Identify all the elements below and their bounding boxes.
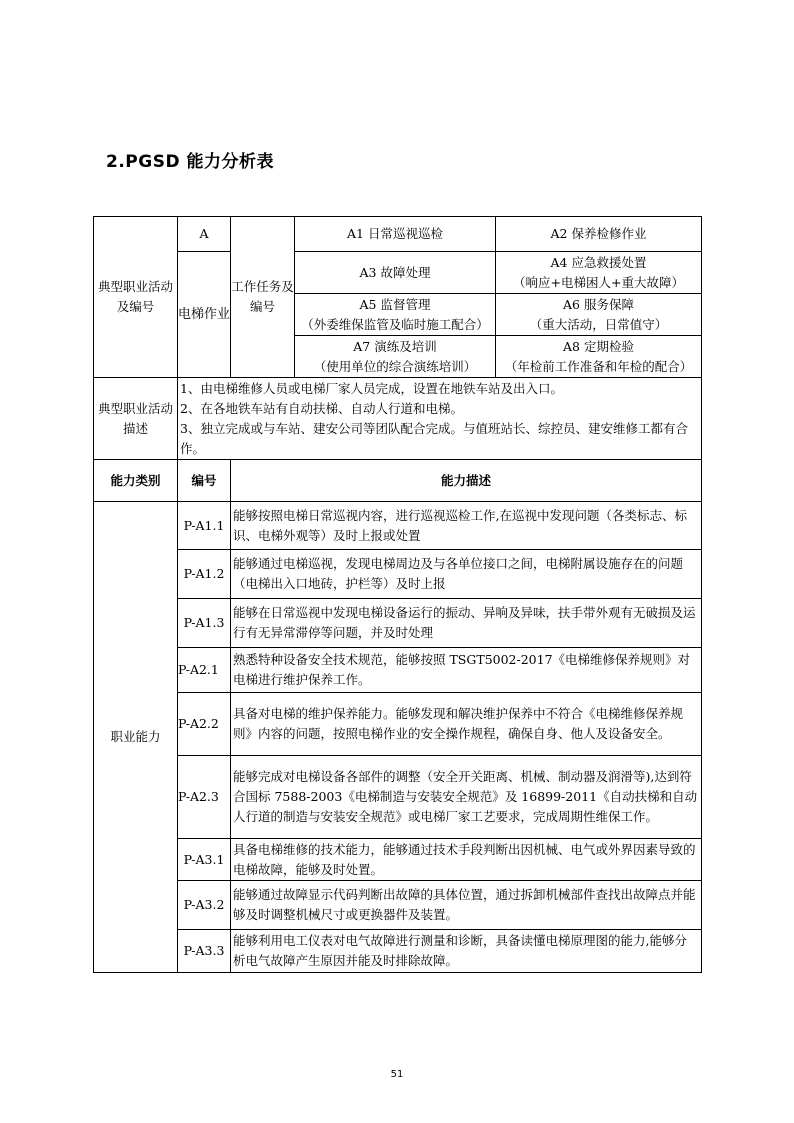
ability-code: P-A2.1 xyxy=(178,648,231,693)
task-cell xyxy=(295,252,496,294)
task-title: A8 定期检验 xyxy=(563,338,634,354)
ability-code: P-A2.3 xyxy=(178,756,231,839)
task-cell xyxy=(496,217,702,252)
description-cell xyxy=(178,378,702,460)
ability-code: P-A1.1 xyxy=(178,502,231,550)
ability-category: 职业能力 xyxy=(94,502,178,973)
task-title: A1 日常巡视巡检 xyxy=(347,226,443,241)
header-code: 编号 xyxy=(178,460,231,502)
ability-code: P-A2.2 xyxy=(178,693,231,756)
ability-code: P-A3.2 xyxy=(178,881,231,930)
ability-description: 熟悉特种设备安全技术规范，能够按照 TSGT5002-2017《电梯维修保养规则》对电梯进行维护保养工作。 xyxy=(231,648,702,693)
ability-description: 能够在日常巡视中发现电梯设备运行的振动、异响及异味，扶手带外观有无破损及运行有无异常滞停等问题，并及时处理 xyxy=(231,599,702,648)
capability-analysis-table xyxy=(93,216,702,973)
task-subtitle: （响应+电梯困人+重大故障） xyxy=(513,274,684,290)
description-line: 1、由电梯维修人员或电梯厂家人员完成，设置在地铁车站及出入口。 xyxy=(180,380,563,396)
activity-row-label: 典型职业活动及编号 xyxy=(94,217,178,378)
task-title: A6 服务保障 xyxy=(563,296,634,312)
ability-code: P-A3.3 xyxy=(178,930,231,973)
page-title: 2.PGSD 能力分析表 xyxy=(106,152,274,172)
description-line: 2、在各地铁车站有自动扶梯、自动人行道和电梯。 xyxy=(180,400,463,416)
task-cell xyxy=(295,217,496,252)
ability-description: 能够通过故障显示代码判断出故障的具体位置，通过拆卸机械部件查找出故障点并能够及时调整机械尺寸或更换器件及装置。 xyxy=(231,881,702,930)
task-cell xyxy=(496,336,702,378)
task-title: A2 保养检修作业 xyxy=(550,226,647,241)
activity-code: A xyxy=(178,217,231,252)
task-label: 工作任务及编号 xyxy=(231,217,295,378)
description-row-label: 典型职业活动描述 xyxy=(94,378,178,460)
task-cell xyxy=(496,252,702,294)
description-line: 3、独立完成或与车站、建安公司等团队配合完成。与值班站长、综控员、建安维修工都有合作。 xyxy=(180,420,688,456)
task-title: A5 监督管理 xyxy=(359,296,431,312)
header-category: 能力类别 xyxy=(94,460,178,502)
ability-code: P-A1.3 xyxy=(178,599,231,648)
task-cell xyxy=(295,336,496,378)
ability-description: 能够按照电梯日常巡视内容，进行巡视巡检工作,在巡视中发现问题（各类标志、标识、电梯外观等）及时上报或处置 xyxy=(231,502,702,550)
task-cell xyxy=(496,294,702,336)
ability-code: P-A3.1 xyxy=(178,839,231,881)
task-title: A3 故障处理 xyxy=(359,264,431,280)
task-subtitle: （年检前工作准备和年检的配合） xyxy=(504,358,693,374)
ability-code: P-A1.2 xyxy=(178,550,231,599)
task-subtitle: （重大活动，日常值守） xyxy=(529,316,668,332)
task-subtitle: （外委维保监管及临时施工配合） xyxy=(301,316,489,332)
activity-name: 电梯作业 xyxy=(178,252,231,378)
ability-description: 能够完成对电梯设备各部件的调整（安全开关距离、机械、制动器及润滑等),达到符合国标 7588-2003《电梯制造与安装安全规范》及 16899-2011《自动扶梯和自动人行道的制造与安装安全规范》或电梯厂家工艺要求，完成周期性维保工作。 xyxy=(231,756,702,839)
header-description: 能力描述 xyxy=(231,460,702,502)
task-title: A7 演练及培训 xyxy=(353,338,437,354)
task-title: A4 应急救援处置 xyxy=(550,254,647,270)
ability-description: 能够通过电梯巡视，发现电梯周边及与各单位接口之间，电梯附属设施存在的问题（电梯出入口地砖，护栏等）及时上报 xyxy=(231,550,702,599)
task-subtitle: （使用单位的综合演练培训） xyxy=(313,358,477,374)
page-number: 51 xyxy=(390,1069,404,1080)
task-cell xyxy=(295,294,496,336)
ability-description: 能够利用电工仪表对电气故障进行测量和诊断，具备读懂电梯原理图的能力,能够分析电气故障产生原因并能及时排除故障。 xyxy=(231,930,702,973)
ability-description: 具备电梯维修的技术能力，能够通过技术手段判断出因机械、电气或外界因素导致的电梯故障，能够及时处置。 xyxy=(231,839,702,881)
ability-description: 具备对电梯的维护保养能力。能够发现和解决维护保养中不符合《电梯维修保养规则》内容的问题，按照电梯作业的安全操作规程，确保自身、他人及设备安全。 xyxy=(231,693,702,756)
